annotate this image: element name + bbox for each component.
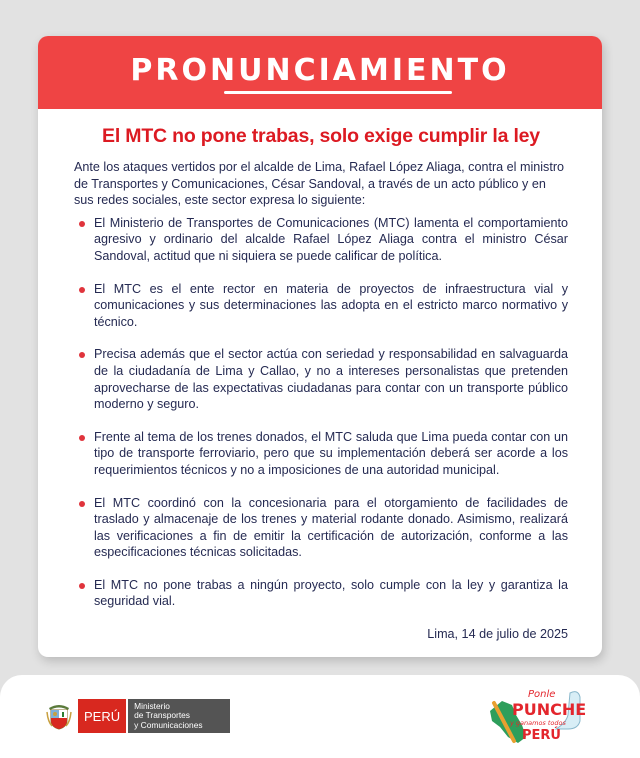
bullet-dot-icon: [79, 501, 85, 507]
ministry-line: de Transportes: [134, 710, 190, 721]
bullet-item: [74, 577, 568, 610]
bullet-item: [74, 215, 568, 265]
bullet-text: El MTC es el ente rector en materia de proyectos de infraestructura vial y comunicaciones y sus determinaciones las adopta en el estricto marco normativo y técnico.: [94, 281, 568, 329]
peru-label: PERÚ: [78, 699, 126, 733]
ministry-name: [126, 699, 230, 733]
header-title: PRONUNCIAMIENTO: [130, 53, 510, 88]
svg-text:Ponle: Ponle: [528, 689, 556, 700]
bullet-item: [74, 346, 568, 412]
statement-date: Lima, 14 de julio de 2025: [427, 627, 568, 642]
bullet-dot-icon: [79, 352, 85, 358]
svg-text:PUNCHE: PUNCHE: [512, 700, 587, 719]
bullet-item: [74, 495, 568, 561]
bullet-text: El MTC coordinó con la concesionaria para el otorgamiento de facilidades de traslado y almacenaje de los trenes y material rodante donado. Asimismo, realizará las verificaciones a fin de emitir la certificación de autorización, conforme a las especificaciones técnicas solicitadas.: [94, 495, 568, 560]
bullet-text: Frente al tema de los trenes donados, el MTC saluda que Lima pueda contar con un tipo de transporte ferroviario, pero que su implementación deberá ser acorde a los requerimientos técnicos y no a imposiciones de una autoridad municipal.: [94, 429, 568, 477]
header-underline: [224, 91, 452, 94]
government-logo: [46, 699, 230, 733]
bullet-item: [74, 281, 568, 331]
headline: El MTC no pone trabas, solo exige cumplir la ley: [102, 125, 540, 147]
bullet-dot-icon: [79, 221, 85, 227]
ponle-punche-logo-icon: [482, 681, 592, 751]
card-body: [38, 109, 602, 643]
bullet-dot-icon: [79, 435, 85, 441]
ministry-line: y Comunicaciones: [134, 719, 203, 730]
bullet-list: [74, 215, 568, 610]
svg-text:y ganamos todos: y ganamos todos: [510, 719, 566, 727]
bullet-text: Precisa además que el sector actúa con seriedad y responsabilidad en salvaguarda de la ciudadanía de Lima y Callao, y no a intereses personalistas que pretenden aprovecharse de las expectativas ciudadanas para contar con un transporte público moderno y seguro.: [94, 347, 568, 412]
intro-paragraph: Ante los ataques vertidos por el alcalde de Lima, Rafael López Aliaga, contra el ministro de Transportes y Comunicaciones, César Sandoval, a través de un acto público y en sus redes sociales, este sector expresa lo siguiente:: [74, 160, 565, 208]
ministry-line: Ministerio: [134, 700, 170, 711]
statement-card: [38, 36, 602, 657]
coat-of-arms-icon: [46, 702, 72, 730]
bullet-dot-icon: [79, 583, 85, 589]
footer: [0, 675, 640, 758]
svg-text:PERÚ: PERÚ: [522, 728, 561, 743]
bullet-text: El Ministerio de Transportes de Comunicaciones (MTC) lamenta el comportamiento agresivo y ordinario del alcalde Rafael López Aliaga contra el ministro César Sandoval, actitud que ni siquiera se puede calificar de política.: [94, 215, 568, 263]
bullet-dot-icon: [79, 287, 85, 293]
card-header: [38, 36, 602, 109]
bullet-item: [74, 429, 568, 479]
bullet-text: El MTC no pone trabas a ningún proyecto, solo cumple con la ley y garantiza la seguridad vial.: [94, 577, 568, 609]
